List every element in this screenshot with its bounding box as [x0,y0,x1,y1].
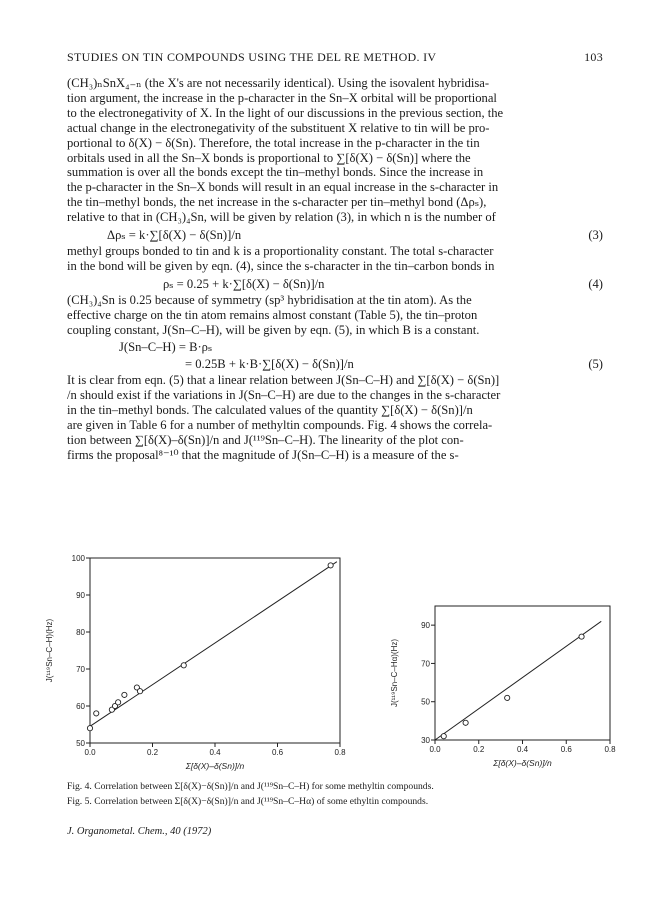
fig5-data-point [441,734,446,739]
text-line: are given in Table 6 for a number of methyltin compounds. Fig. 4 shows the correla- [67,417,493,432]
text-line: firms the proposal⁸⁻¹⁰ that the magnitude of J(Sn–C–H) is a measure of the s- [67,447,459,462]
equation-5a-expr: J(Sn–C–H) = B·ρₛ [119,340,213,355]
fig4-y-tick-label: 100 [71,554,85,563]
fig4-data-point [87,726,92,731]
equation-5b-expr: = 0.25B + k·B·∑[δ(X) − δ(Sn)]/n [185,357,354,372]
body-text [67,76,603,463]
text-line: tion argument, the increase in the p-character in the Sn–X orbital will be proportional [67,90,497,105]
text-line: orbitals used in all the Sn–X bonds is proportional to ∑[δ(X) − δ(Sn)] where the [67,150,471,165]
fig4-y-axis-label: J(¹¹⁹Sn–C–H)(Hz) [45,618,54,683]
fig5-x-tick-label: 0.2 [473,745,485,754]
fig5-data-point [505,695,510,700]
equation-4-expr: ρₛ = 0.25 + k·∑[δ(X) − δ(Sn)]/n [163,276,325,291]
fig5-x-tick-label: 0.6 [560,745,572,754]
text-line: in the bond will be given by eqn. (4), since the s-character in the tin–carbon bonds in [67,258,495,273]
equation-4 [67,277,603,292]
text-line: the p-character in the Sn–X bonds will result in an equal increase in the s-character in [67,180,499,195]
equation-5-number: (5) [588,357,603,372]
fig4-y-tick-label: 70 [76,665,85,674]
fig4-x-tick-label: 0.2 [146,748,159,757]
text-line: tion between ∑[δ(X)–δ(Sn)]/n and J(¹¹⁹Sn–C–H). The linearity of the plot con- [67,432,464,447]
fig4-y-tick-label: 80 [76,628,85,637]
fig5-y-tick-label: 70 [421,659,430,669]
fig5-x-tick-label: 0.8 [604,745,616,754]
text-line: coupling constant, J(Sn–C–H), will be given by eqn. (5), in which B is a constant. [67,322,480,337]
fig5-y-tick-label: 50 [421,697,430,707]
equation-3 [67,228,603,243]
text-line: in the tin–methyl bonds. The calculated values of the quantity ∑[δ(X) − δ(Sn)]/n [67,403,473,418]
page-number: 103 [584,50,603,64]
text-line: effective charge on the tin atom remains almost constant (Table 5), the tin–proton [67,307,478,322]
fig4-x-tick-label: 0.0 [84,748,96,757]
text-line: actual change in the electronegativity of the substituent X relative to tin will be pro- [67,120,490,135]
journal-citation: J. Organometal. Chem., 40 (1972) [67,826,212,837]
fig5-y-tick-label: 90 [421,621,430,631]
fig4-plot-frame [90,558,340,743]
equation-3-expr: Δρₛ = k·∑[δ(X) − δ(Sn)]/n [107,228,242,243]
equation-3-number: (3) [588,228,603,243]
paragraph-3 [67,293,603,338]
fig5-y-axis-label: J(¹¹⁹Sn–C–Hα)(Hz) [390,638,399,708]
text-line: /n should exist if the variations in J(Sn–C–H) are due to the changes in the s-character [67,388,501,403]
fig4-data-point [181,663,186,668]
text-line: relative to that in (CH₃)₄Sn, will be given by relation (3), in which n is the number of [67,210,496,225]
fig5-data-point [579,634,584,639]
fig4-data-point [94,711,99,716]
running-header [67,50,603,65]
fig4-y-tick-label: 60 [76,702,85,711]
fig5-plot-frame [435,606,610,740]
paragraph-1 [67,76,603,225]
fig4-y-tick-label: 50 [76,739,85,748]
text-line: It is clear from eqn. (5) that a linear relation between J(Sn–C–H) and ∑[δ(X) − δ(Sn)] [67,373,500,388]
fig5-x-tick-label: 0.0 [429,745,441,754]
paragraph-4 [67,373,603,462]
text-line: (CH₃)ₙSnX₄₋ₙ (the X's are not necessarily identical). Using the isovalent hybridisa- [67,76,490,90]
text-line: the tin–methyl bonds, the net increase in the s-character per tin–methyl bond (Δρₛ), [67,195,487,210]
text-line: summation is over all the bonds except the tin–methyl bonds. Since the increase in [67,165,484,180]
fig5-x-axis-label: Σ[δ(X)–δ(Sn)]/n [493,758,552,768]
fig5-x-tick-label: 0.4 [516,745,529,754]
fig5-data-point [463,720,468,725]
fig4-x-tick-label: 0.4 [209,748,221,757]
text-line: portional to δ(X) − δ(Sn). Therefore, the total increase in the p-character in the tin [67,135,480,150]
fig4-y-tick-label: 90 [76,591,85,600]
figure-5-chart [385,600,630,780]
paragraph-2 [67,244,603,274]
text-line: to the electronegativity of X. In the light of our discussions in the previous section, the [67,105,504,120]
fig4-data-point [122,692,127,697]
fig4-data-point [328,563,333,568]
fig4-x-axis-label: Σ[δ(X)–δ(Sn)]/n [185,761,245,771]
text-line: methyl groups bonded to tin and k is a proportionality constant. The total s-character [67,243,494,258]
equation-5b [67,357,603,372]
fig4-x-tick-label: 0.8 [334,748,346,757]
figure-4-caption: Fig. 4. Correlation between Σ[δ(X)−δ(Sn)]/n and J(¹¹⁹Sn–C–H) for some methyltin compounds. [67,781,434,792]
fig4-data-point [137,689,142,694]
text-line: (CH₃)₄Sn is 0.25 because of symmetry (sp³ hybridisation at the tin atom). As the [67,292,472,307]
running-title: STUDIES ON TIN COMPOUNDS USING THE DEL RE METHOD. IV [67,50,437,64]
figure-4-chart [40,550,360,780]
fig4-data-point [116,700,121,705]
fig5-fit-line [435,621,601,740]
equation-4-number: (4) [588,276,603,291]
equation-5a [67,340,603,355]
figure-5-caption: Fig. 5. Correlation between Σ[δ(X)−δ(Sn)]/n and J(¹¹⁹Sn–C–Hα) of some ethyltin compounds. [67,796,429,807]
fig4-x-tick-label: 0.6 [271,748,284,757]
fig4-fit-line [90,562,337,727]
fig5-y-tick-label: 30 [421,736,430,745]
